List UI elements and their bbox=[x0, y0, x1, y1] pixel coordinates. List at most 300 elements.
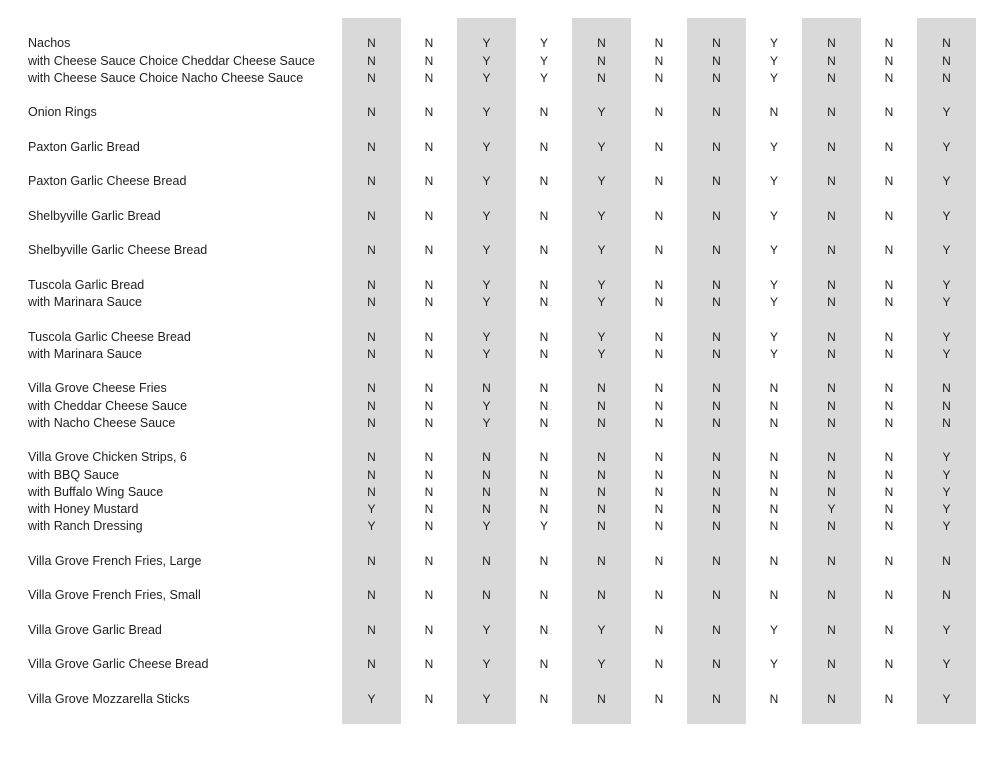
value-cell: N bbox=[539, 553, 549, 568]
value-cell: N bbox=[769, 588, 779, 603]
value-cell: N bbox=[654, 139, 664, 154]
value-cell: N bbox=[367, 208, 376, 223]
value-cell: N bbox=[827, 139, 836, 154]
value-cell: N bbox=[367, 622, 376, 637]
value-cell: N bbox=[884, 53, 894, 68]
value-cell: N bbox=[654, 415, 664, 430]
value-cell: N bbox=[367, 295, 376, 310]
value-cell: Y bbox=[482, 398, 491, 413]
value-cell: N bbox=[597, 588, 606, 603]
shaded-column-bar bbox=[687, 18, 746, 724]
value-cell: N bbox=[654, 657, 664, 672]
value-cell: N bbox=[424, 329, 434, 344]
value-cell: N bbox=[597, 553, 606, 568]
value-cell: N bbox=[769, 105, 779, 120]
value-cell: N bbox=[827, 381, 836, 396]
table-row bbox=[0, 518, 1000, 536]
value-cell: Y bbox=[539, 53, 548, 68]
value-cell: N bbox=[827, 53, 836, 68]
value-cell: Y bbox=[482, 657, 491, 672]
value-cell: N bbox=[884, 329, 894, 344]
value-cell: N bbox=[367, 346, 376, 361]
value-cell: N bbox=[884, 484, 894, 499]
item-label: Tuscola Garlic Cheese Bread bbox=[28, 329, 191, 344]
value-cell: N bbox=[942, 381, 951, 396]
value-cell: N bbox=[884, 467, 894, 482]
value-cell: N bbox=[942, 415, 951, 430]
value-cell: N bbox=[482, 502, 491, 517]
item-label: with BBQ Sauce bbox=[28, 467, 120, 482]
value-cell: N bbox=[884, 415, 894, 430]
item-label: Shelbyville Garlic Bread bbox=[28, 208, 161, 223]
value-cell: N bbox=[539, 208, 549, 223]
value-cell: N bbox=[827, 277, 836, 292]
value-cell: N bbox=[424, 519, 434, 534]
value-cell: N bbox=[654, 295, 664, 310]
value-cell: N bbox=[367, 139, 376, 154]
value-cell: Y bbox=[769, 346, 778, 361]
value-cell: Y bbox=[769, 243, 778, 258]
value-cell: Y bbox=[482, 208, 491, 223]
item-label: Villa Grove French Fries, Small bbox=[28, 588, 201, 603]
value-cell: N bbox=[942, 36, 951, 51]
value-cell: N bbox=[654, 381, 664, 396]
item-label: Villa Grove Garlic Cheese Bread bbox=[28, 657, 209, 672]
value-cell: N bbox=[654, 398, 664, 413]
value-cell: N bbox=[712, 243, 721, 258]
value-cell: N bbox=[367, 450, 376, 465]
value-cell: N bbox=[654, 502, 664, 517]
value-cell: N bbox=[827, 329, 836, 344]
table-row bbox=[0, 398, 1000, 416]
value-cell: N bbox=[827, 398, 836, 413]
value-cell: N bbox=[712, 208, 721, 223]
value-cell: N bbox=[884, 398, 894, 413]
value-cell: N bbox=[539, 691, 549, 706]
value-cell: N bbox=[424, 622, 434, 637]
value-cell: N bbox=[884, 502, 894, 517]
value-cell: N bbox=[712, 691, 721, 706]
value-cell: N bbox=[712, 329, 721, 344]
value-cell: N bbox=[654, 277, 664, 292]
item-label: Villa Grove Chicken Strips, 6 bbox=[28, 450, 187, 465]
value-cell: Y bbox=[597, 139, 606, 154]
value-cell: N bbox=[654, 450, 664, 465]
item-label: Onion Rings bbox=[28, 105, 97, 120]
value-cell: Y bbox=[942, 346, 951, 361]
value-cell: Y bbox=[942, 295, 951, 310]
item-label: with Buffalo Wing Sauce bbox=[28, 484, 164, 499]
value-cell: N bbox=[884, 70, 894, 85]
value-cell: N bbox=[424, 36, 434, 51]
item-label: Tuscola Garlic Bread bbox=[28, 277, 145, 292]
value-cell: N bbox=[367, 243, 376, 258]
value-cell: Y bbox=[482, 415, 491, 430]
value-cell: Y bbox=[769, 36, 778, 51]
value-cell: N bbox=[769, 484, 779, 499]
value-cell: N bbox=[712, 295, 721, 310]
value-cell: N bbox=[654, 105, 664, 120]
value-cell: Y bbox=[597, 622, 606, 637]
value-cell: N bbox=[712, 36, 721, 51]
item-label: Paxton Garlic Cheese Bread bbox=[28, 174, 187, 189]
value-cell: Y bbox=[597, 329, 606, 344]
value-cell: N bbox=[424, 415, 434, 430]
value-cell: Y bbox=[769, 329, 778, 344]
value-cell: N bbox=[712, 139, 721, 154]
value-cell: N bbox=[827, 519, 836, 534]
value-cell: N bbox=[367, 381, 376, 396]
value-cell: N bbox=[539, 329, 549, 344]
value-cell: N bbox=[597, 467, 606, 482]
value-cell: Y bbox=[482, 622, 491, 637]
value-cell: Y bbox=[942, 657, 951, 672]
value-cell: N bbox=[827, 415, 836, 430]
value-cell: N bbox=[712, 519, 721, 534]
shaded-column-bar bbox=[342, 18, 401, 724]
value-cell: N bbox=[597, 398, 606, 413]
item-label: with Ranch Dressing bbox=[28, 519, 143, 534]
value-cell: Y bbox=[769, 70, 778, 85]
item-label: Villa Grove French Fries, Large bbox=[28, 553, 202, 568]
value-cell: N bbox=[424, 174, 434, 189]
table-row bbox=[0, 691, 1000, 709]
table-row bbox=[0, 501, 1000, 519]
value-cell: N bbox=[539, 381, 549, 396]
value-cell: Y bbox=[942, 243, 951, 258]
value-cell: N bbox=[597, 691, 606, 706]
value-cell: N bbox=[367, 277, 376, 292]
value-cell: N bbox=[942, 53, 951, 68]
value-cell: N bbox=[769, 467, 779, 482]
value-cell: N bbox=[884, 346, 894, 361]
value-cell: Y bbox=[597, 243, 606, 258]
value-cell: N bbox=[827, 105, 836, 120]
table-row bbox=[0, 277, 1000, 295]
value-cell: N bbox=[712, 381, 721, 396]
value-cell: N bbox=[482, 467, 491, 482]
item-label: with Honey Mustard bbox=[28, 502, 139, 517]
value-cell: Y bbox=[827, 502, 836, 517]
value-cell: Y bbox=[482, 691, 491, 706]
value-cell: N bbox=[884, 519, 894, 534]
value-cell: N bbox=[482, 484, 491, 499]
table-row bbox=[0, 173, 1000, 191]
value-cell: Y bbox=[482, 295, 491, 310]
value-cell: Y bbox=[482, 36, 491, 51]
item-label: with Nacho Cheese Sauce bbox=[28, 415, 176, 430]
value-cell: N bbox=[942, 588, 951, 603]
value-cell: N bbox=[827, 588, 836, 603]
value-cell: N bbox=[884, 553, 894, 568]
value-cell: N bbox=[654, 70, 664, 85]
table-row bbox=[0, 329, 1000, 347]
item-label: with Cheese Sauce Choice Nacho Cheese Sauce bbox=[28, 70, 304, 85]
value-cell: N bbox=[884, 208, 894, 223]
value-cell: N bbox=[482, 588, 491, 603]
table-row bbox=[0, 53, 1000, 71]
value-cell: N bbox=[827, 622, 836, 637]
shaded-column-bar bbox=[802, 18, 861, 724]
value-cell: N bbox=[884, 174, 894, 189]
value-cell: N bbox=[712, 53, 721, 68]
shaded-column-bar bbox=[457, 18, 516, 724]
value-cell: N bbox=[367, 174, 376, 189]
table-row bbox=[0, 587, 1000, 605]
value-cell: Y bbox=[482, 519, 491, 534]
value-cell: N bbox=[827, 174, 836, 189]
value-cell: N bbox=[654, 36, 664, 51]
table-row bbox=[0, 656, 1000, 674]
table-row bbox=[0, 70, 1000, 88]
value-cell: N bbox=[827, 691, 836, 706]
value-cell: N bbox=[769, 450, 779, 465]
value-cell: Y bbox=[942, 277, 951, 292]
value-cell: Y bbox=[482, 329, 491, 344]
value-cell: Y bbox=[942, 450, 951, 465]
value-cell: Y bbox=[539, 36, 548, 51]
item-label: with Marinara Sauce bbox=[28, 346, 142, 361]
value-cell: N bbox=[712, 588, 721, 603]
shaded-column-bar bbox=[572, 18, 631, 724]
table-row bbox=[0, 104, 1000, 122]
value-cell: N bbox=[424, 208, 434, 223]
value-cell: N bbox=[827, 36, 836, 51]
value-cell: N bbox=[539, 588, 549, 603]
value-cell: N bbox=[539, 622, 549, 637]
value-cell: Y bbox=[482, 277, 491, 292]
value-cell: N bbox=[367, 588, 376, 603]
item-label: with Cheese Sauce Choice Cheddar Cheese Sauce bbox=[28, 53, 315, 68]
value-cell: N bbox=[539, 450, 549, 465]
table-row bbox=[0, 553, 1000, 571]
value-cell: N bbox=[539, 277, 549, 292]
value-cell: N bbox=[424, 243, 434, 258]
value-cell: N bbox=[884, 588, 894, 603]
value-cell: N bbox=[654, 588, 664, 603]
value-cell: Y bbox=[597, 105, 606, 120]
value-cell: Y bbox=[942, 502, 951, 517]
value-cell: N bbox=[884, 622, 894, 637]
value-cell: N bbox=[597, 36, 606, 51]
value-cell: N bbox=[712, 657, 721, 672]
table-row bbox=[0, 35, 1000, 53]
value-cell: N bbox=[367, 329, 376, 344]
value-cell: N bbox=[424, 502, 434, 517]
value-cell: N bbox=[884, 105, 894, 120]
value-cell: N bbox=[367, 36, 376, 51]
value-cell: N bbox=[712, 415, 721, 430]
value-cell: Y bbox=[482, 346, 491, 361]
value-cell: N bbox=[539, 139, 549, 154]
value-cell: N bbox=[539, 502, 549, 517]
value-cell: N bbox=[712, 277, 721, 292]
value-cell: N bbox=[424, 657, 434, 672]
item-label: Paxton Garlic Bread bbox=[28, 139, 140, 154]
value-cell: N bbox=[424, 467, 434, 482]
value-cell: N bbox=[597, 502, 606, 517]
value-cell: N bbox=[827, 346, 836, 361]
value-cell: N bbox=[712, 70, 721, 85]
item-label: Villa Grove Cheese Fries bbox=[28, 381, 167, 396]
value-cell: N bbox=[827, 553, 836, 568]
value-cell: Y bbox=[367, 502, 376, 517]
value-cell: N bbox=[769, 398, 779, 413]
value-cell: N bbox=[827, 450, 836, 465]
value-cell: Y bbox=[539, 519, 548, 534]
value-cell: N bbox=[654, 243, 664, 258]
value-cell: N bbox=[424, 691, 434, 706]
value-cell: N bbox=[482, 381, 491, 396]
value-cell: Y bbox=[769, 622, 778, 637]
value-cell: N bbox=[712, 346, 721, 361]
value-cell: Y bbox=[597, 346, 606, 361]
value-cell: N bbox=[942, 553, 951, 568]
value-cell: N bbox=[884, 657, 894, 672]
value-cell: N bbox=[367, 398, 376, 413]
value-cell: N bbox=[654, 53, 664, 68]
value-cell: Y bbox=[482, 70, 491, 85]
value-cell: N bbox=[424, 277, 434, 292]
table-row bbox=[0, 294, 1000, 312]
table-row bbox=[0, 449, 1000, 467]
value-cell: N bbox=[597, 450, 606, 465]
value-cell: N bbox=[424, 139, 434, 154]
value-cell: Y bbox=[482, 243, 491, 258]
value-cell: N bbox=[712, 450, 721, 465]
value-cell: N bbox=[712, 467, 721, 482]
value-cell: Y bbox=[942, 622, 951, 637]
value-cell: N bbox=[712, 502, 721, 517]
value-cell: Y bbox=[942, 467, 951, 482]
value-cell: N bbox=[539, 346, 549, 361]
value-cell: Y bbox=[769, 208, 778, 223]
value-cell: N bbox=[712, 105, 721, 120]
value-cell: Y bbox=[769, 295, 778, 310]
value-cell: Y bbox=[597, 208, 606, 223]
value-cell: Y bbox=[769, 174, 778, 189]
value-cell: N bbox=[424, 450, 434, 465]
table-row bbox=[0, 484, 1000, 502]
value-cell: N bbox=[884, 450, 894, 465]
value-cell: Y bbox=[942, 139, 951, 154]
value-cell: N bbox=[827, 243, 836, 258]
value-cell: N bbox=[539, 415, 549, 430]
value-cell: N bbox=[654, 553, 664, 568]
table-row bbox=[0, 380, 1000, 398]
value-cell: Y bbox=[367, 519, 376, 534]
value-cell: N bbox=[424, 346, 434, 361]
value-cell: N bbox=[539, 467, 549, 482]
value-cell: N bbox=[712, 484, 721, 499]
value-cell: N bbox=[654, 329, 664, 344]
value-cell: Y bbox=[769, 53, 778, 68]
value-cell: N bbox=[884, 381, 894, 396]
value-cell: N bbox=[942, 398, 951, 413]
value-cell: N bbox=[884, 36, 894, 51]
value-cell: N bbox=[597, 381, 606, 396]
value-cell: Y bbox=[942, 691, 951, 706]
value-cell: N bbox=[424, 484, 434, 499]
value-cell: N bbox=[597, 484, 606, 499]
value-cell: N bbox=[424, 398, 434, 413]
value-cell: N bbox=[827, 657, 836, 672]
value-cell: N bbox=[597, 415, 606, 430]
value-cell: N bbox=[769, 415, 779, 430]
value-cell: Y bbox=[942, 208, 951, 223]
value-cell: N bbox=[424, 105, 434, 120]
value-cell: Y bbox=[482, 174, 491, 189]
value-cell: N bbox=[597, 70, 606, 85]
table-row bbox=[0, 139, 1000, 157]
value-cell: N bbox=[482, 553, 491, 568]
value-cell: N bbox=[367, 53, 376, 68]
item-label: with Marinara Sauce bbox=[28, 295, 142, 310]
value-cell: N bbox=[654, 484, 664, 499]
item-label: Villa Grove Garlic Bread bbox=[28, 622, 162, 637]
value-cell: N bbox=[654, 691, 664, 706]
item-label: Shelbyville Garlic Cheese Bread bbox=[28, 243, 208, 258]
item-label: with Cheddar Cheese Sauce bbox=[28, 398, 188, 413]
value-cell: N bbox=[884, 295, 894, 310]
value-cell: N bbox=[827, 70, 836, 85]
value-cell: N bbox=[654, 622, 664, 637]
value-cell: Y bbox=[942, 329, 951, 344]
value-cell: N bbox=[654, 346, 664, 361]
value-cell: N bbox=[539, 484, 549, 499]
value-cell: Y bbox=[942, 105, 951, 120]
table-row bbox=[0, 622, 1000, 640]
value-cell: Y bbox=[942, 484, 951, 499]
value-cell: N bbox=[539, 398, 549, 413]
value-cell: N bbox=[367, 467, 376, 482]
value-cell: N bbox=[539, 295, 549, 310]
value-cell: N bbox=[942, 70, 951, 85]
value-cell: Y bbox=[769, 657, 778, 672]
value-cell: N bbox=[769, 691, 779, 706]
value-cell: N bbox=[712, 553, 721, 568]
value-cell: N bbox=[424, 553, 434, 568]
table-row bbox=[0, 415, 1000, 433]
table-row bbox=[0, 346, 1000, 364]
table-row bbox=[0, 242, 1000, 260]
value-cell: N bbox=[597, 53, 606, 68]
value-cell: N bbox=[424, 70, 434, 85]
value-cell: Y bbox=[769, 277, 778, 292]
value-cell: N bbox=[424, 381, 434, 396]
value-cell: N bbox=[482, 450, 491, 465]
item-label: Villa Grove Mozzarella Sticks bbox=[28, 691, 190, 706]
value-cell: N bbox=[539, 174, 549, 189]
value-cell: N bbox=[827, 484, 836, 499]
value-cell: N bbox=[654, 467, 664, 482]
value-cell: N bbox=[712, 398, 721, 413]
value-cell: N bbox=[884, 277, 894, 292]
value-cell: Y bbox=[482, 139, 491, 154]
value-cell: N bbox=[539, 243, 549, 258]
value-cell: N bbox=[539, 657, 549, 672]
value-cell: N bbox=[597, 519, 606, 534]
value-cell: N bbox=[884, 139, 894, 154]
value-cell: N bbox=[712, 622, 721, 637]
value-cell: N bbox=[367, 415, 376, 430]
value-cell: Y bbox=[597, 174, 606, 189]
value-cell: N bbox=[654, 519, 664, 534]
value-cell: N bbox=[367, 105, 376, 120]
value-cell: N bbox=[712, 174, 721, 189]
value-cell: N bbox=[367, 657, 376, 672]
table-row bbox=[0, 208, 1000, 226]
